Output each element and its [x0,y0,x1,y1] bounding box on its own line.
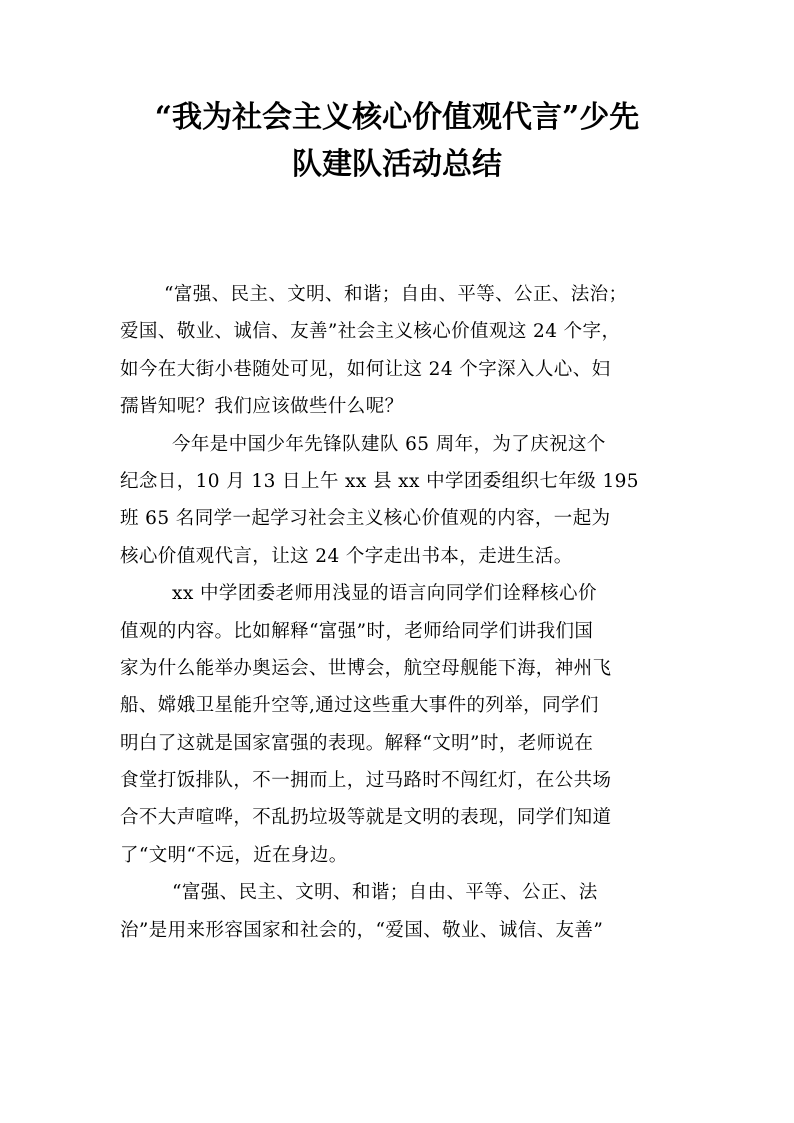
text-line: 船、嫦娥卫星能升空等,通过这些重大事件的列举，同学们 [120,695,599,717]
text-line: 食堂打饭排队，不一拥而上，过马路时不闯红灯，在公共场 [120,770,612,792]
paragraph-3 [120,575,680,874]
paragraph-1 [120,276,680,426]
text-line: 班 65 名同学一起学习社会主义核心价值观的内容，一起为 [120,508,611,530]
paragraph-2 [120,426,680,576]
paragraph-4 [120,874,680,949]
title-line-2: 队建队活动总结 [292,147,502,182]
text-line: 爱国、敬业、诚信、友善”社会主义核心价值观这 24 个字， [120,321,621,343]
text-line: “富强、民主、文明、和谐；自由、平等、公正、法治； [164,284,628,305]
document-title [100,94,694,188]
text-line: 家为什么能举办奥运会、世博会，航空母舰能下海，神州飞 [120,657,612,679]
text-line: 如今在大街小巷随处可见，如何让这 24 个字深入人心、妇 [120,358,611,380]
document-body [120,276,680,949]
text-line: 了“文明“不远，近在身边。 [120,844,348,866]
text-line: 明白了这就是国家富强的表现。解释“文明”时，老师说在 [120,732,594,754]
text-line: “富强、民主、文明、和谐；自由、平等、公正、法 [172,882,598,904]
text-line: 核心价值观代言，让这 24 个字走出书本，走进生活。 [120,545,573,567]
title-line-1: “我为社会主义核心价值观代言”少先 [154,100,640,135]
text-line: 纪念日，10 月 13 日上午 xx 县 xx 中学团委组织七年级 195 [120,470,639,492]
text-line: 今年是中国少年先锋队建队 65 周年，为了庆祝这个 [172,433,606,455]
text-line: 孺皆知呢？我们应该做些什么呢？ [120,396,404,418]
text-line: 治”是用来形容国家和社会的，“爱国、敬业、诚信、友善” [120,919,604,941]
text-line: 合不大声喧哗，不乱扔垃圾等就是文明的表现，同学们知道 [120,807,612,829]
text-line: 值观的内容。比如解释“富强”时，老师给同学们讲我们国 [120,620,594,642]
text-line: xx 中学团委老师用浅显的语言向同学们诠释核心价 [172,583,597,605]
